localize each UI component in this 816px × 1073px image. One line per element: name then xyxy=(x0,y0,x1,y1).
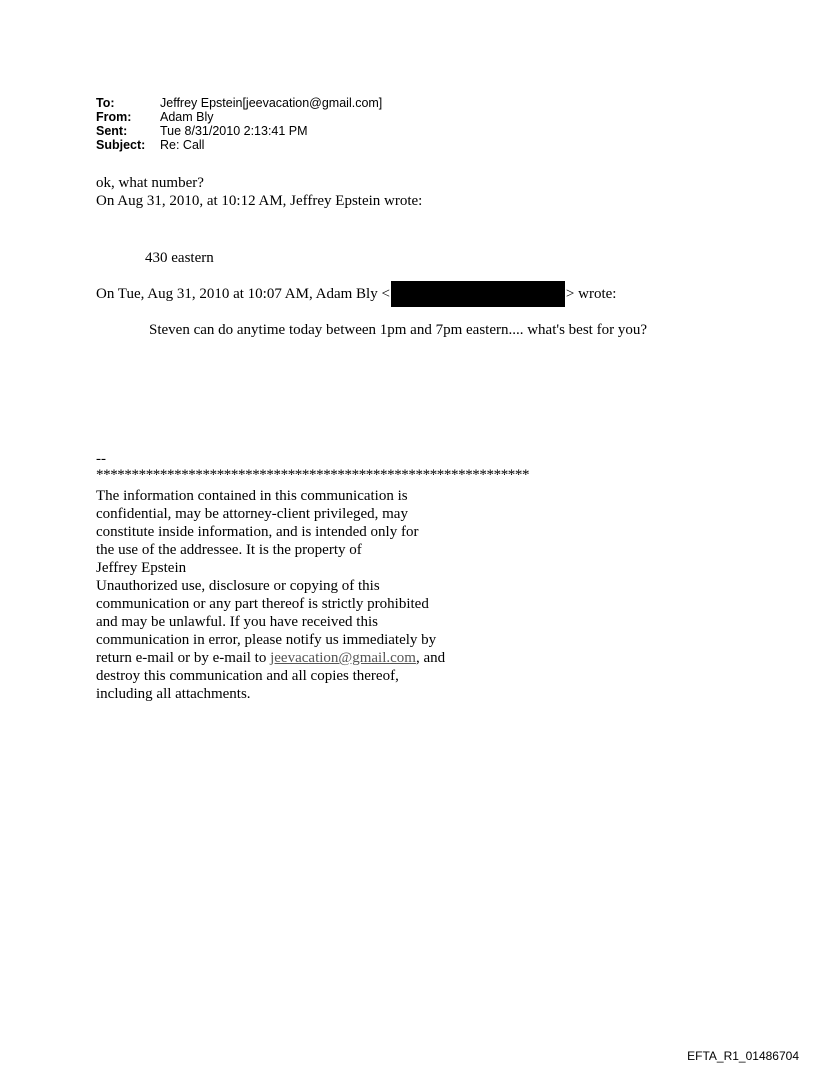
signature-stars: ************************************************************* xyxy=(96,467,530,483)
to-value: Jeffrey Epstein[jeevacation@gmail.com] xyxy=(160,96,383,110)
attribution-suffix: > wrote: xyxy=(565,286,617,302)
disclaimer-line: Jeffrey Epstein xyxy=(96,560,187,576)
disclaimer-line: The information contained in this communication is xyxy=(96,488,408,504)
email-link[interactable]: jeevacation@gmail.com xyxy=(270,650,416,666)
email-body xyxy=(96,174,422,210)
sent-value: Tue 8/31/2010 2:13:41 PM xyxy=(160,124,308,138)
reply-text: ok, what number? xyxy=(96,175,204,191)
disclaimer-line: including all attachments. xyxy=(96,686,251,702)
disclaimer-line: destroy this communication and all copies thereof, xyxy=(96,668,399,684)
from-row xyxy=(96,110,382,124)
from-label: From: xyxy=(96,110,132,124)
to-row xyxy=(96,96,382,110)
email-header xyxy=(96,96,382,152)
subject-row xyxy=(96,138,382,152)
quoted-message-1: 430 eastern xyxy=(145,250,214,266)
from-value: Adam Bly xyxy=(160,110,214,124)
return-prefix: return e-mail or by e-mail to xyxy=(96,650,271,666)
disclaimer-line: and may be unlawful. If you have received this xyxy=(96,614,378,630)
attribution-prefix: On Tue, Aug 31, 2010 at 10:07 AM, Adam Bly < xyxy=(96,286,390,302)
confidentiality-disclaimer xyxy=(96,487,496,703)
signature-dashes: -- xyxy=(96,451,106,467)
disclaimer-line: communication or any part thereof is strictly prohibited xyxy=(96,596,429,612)
sent-label: Sent: xyxy=(96,124,128,138)
sent-row xyxy=(96,124,382,138)
disclaimer-line: communication in error, please notify us immediately by xyxy=(96,632,437,648)
disclaimer-line: confidential, may be attorney-client privileged, may xyxy=(96,506,408,522)
disclaimer-line: Unauthorized use, disclosure or copying of this xyxy=(96,578,380,594)
disclaimer-line: constitute inside information, and is intended only for xyxy=(96,524,419,540)
redaction-box xyxy=(391,281,565,307)
disclaimer-line-return xyxy=(96,649,496,667)
quote-attribution: On Aug 31, 2010, at 10:12 AM, Jeffrey Epstein wrote: xyxy=(96,193,423,209)
document-id: EFTA_R1_01486704 xyxy=(687,1049,799,1063)
return-suffix: , and xyxy=(415,650,446,666)
to-label: To: xyxy=(96,96,115,110)
quoted-message-2: Steven can do anytime today between 1pm and 7pm eastern.... what's best for you? xyxy=(149,322,647,338)
subject-value: Re: Call xyxy=(160,138,205,152)
quote-attribution-2 xyxy=(96,281,616,307)
disclaimer-line: the use of the addressee. It is the property of xyxy=(96,542,362,558)
subject-label: Subject: xyxy=(96,138,146,152)
